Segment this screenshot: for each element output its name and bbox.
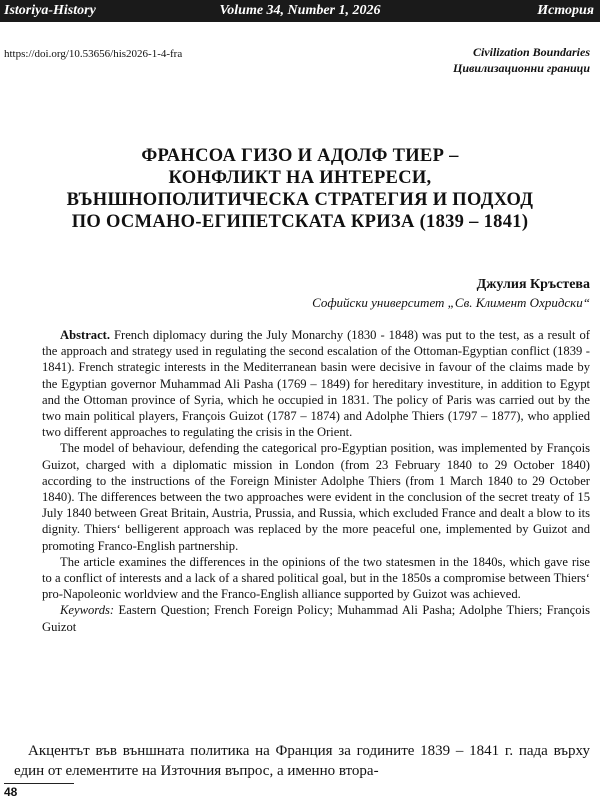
keywords-text: Eastern Question; French Foreign Policy; Muhammad Ali Pasha; Adolphe Thiers; François Guizot (42, 603, 590, 634)
journal-name-bg: История (537, 3, 594, 18)
abstract-paragraph: The model of behaviour, defending the categorical pro-Egyptian position, was implemented by François Guizot, charged with a diplomatic mission in London (from 23 February 1840 to 29 October 1840) according to the instructions of the Foreign Minister Adolphe Thiers (from 1 March 1840 to 29 October 1840). The differences between the two approaches were evident in the conclusion of the secret treaty of 15 July 1840 between Great Britain, Austria, Prussia, and Russia, which excluded France and dealt a blow to its dignity. Thiers‘ belligerent approach was replaced by the more peaceful one, implemented by Guizot and promoting Franco-English partnership. (42, 441, 590, 553)
abstract-label: Abstract. (60, 328, 111, 342)
body-paragraph: Акцентът във външната политика на Франция за годините 1839 – 1841 г. пада върху един от елементите на Източния въпрос, а именно втора- (14, 743, 590, 779)
journal-volume: Volume 34, Number 1, 2026 (219, 3, 381, 18)
author-name: Джулия Кръстева (476, 277, 590, 292)
journal-name: Istoriya-History (4, 3, 96, 18)
abstract-paragraph: The article examines the differences in the opinions of the two statesmen in the 1840s, which gave rise to a conflict of interests and a lack of a shared political goal, but in the 1850s a compromise between Thiers‘ pro-Napoleonic worldview and the Franco-English alliance supported by Guizot was achieved. (42, 554, 590, 602)
section-name-bg: Цивилизационни граници (452, 61, 590, 75)
title-line: ВЪНШНОПОЛИТИЧЕСКА СТРАТЕГИЯ И ПОДХОД (66, 190, 534, 210)
page-number: 48 (4, 785, 18, 799)
keywords (42, 602, 590, 634)
abstract-paragraph (42, 327, 590, 440)
section-name-en: Civilization Boundaries (472, 45, 590, 59)
running-header (0, 0, 600, 22)
article-title (40, 145, 560, 233)
title-line: КОНФЛИКТ НА ИНТЕРЕСИ, (168, 168, 432, 188)
doi-link[interactable]: https://doi.org/10.53656/his2026-1-4-fra (4, 48, 183, 60)
footer-rule (4, 783, 74, 784)
keywords-label: Keywords: (60, 603, 115, 618)
abstract-text: French diplomacy during the July Monarchy (1830 - 1848) was put to the test, as a result of the approach and strategy used in regulating the second escalation of the Ottoman-Egyptian conflict (1839 - 1841). French strategic interests in the Mediterranean basin were decisive in favour of the claims made by the Egyptian governor Muhammad Ali Pasha (1769 – 1849) for hereditary investiture, in addition to Egypt and the Ottoman province of Syria, which he occupied in 1831. The policy of Paris was carried out by the two main political players, François Guizot (1787 – 1874) and Adolphe Thiers (1797 – 1877), who applied two different approaches to regulating the crisis in the Orient. (42, 328, 590, 440)
author-affiliation: Софийски университет „Св. Климент Охридски“ (312, 295, 590, 310)
title-line: ПО ОСМАНО-ЕГИПЕТСКАТА КРИЗА (1839 – 1841) (71, 212, 529, 232)
abstract (42, 327, 590, 635)
section-heading (453, 44, 590, 76)
title-line: ФРАНСОА ГИЗО И АДОЛФ ТИЕР – (141, 146, 459, 166)
